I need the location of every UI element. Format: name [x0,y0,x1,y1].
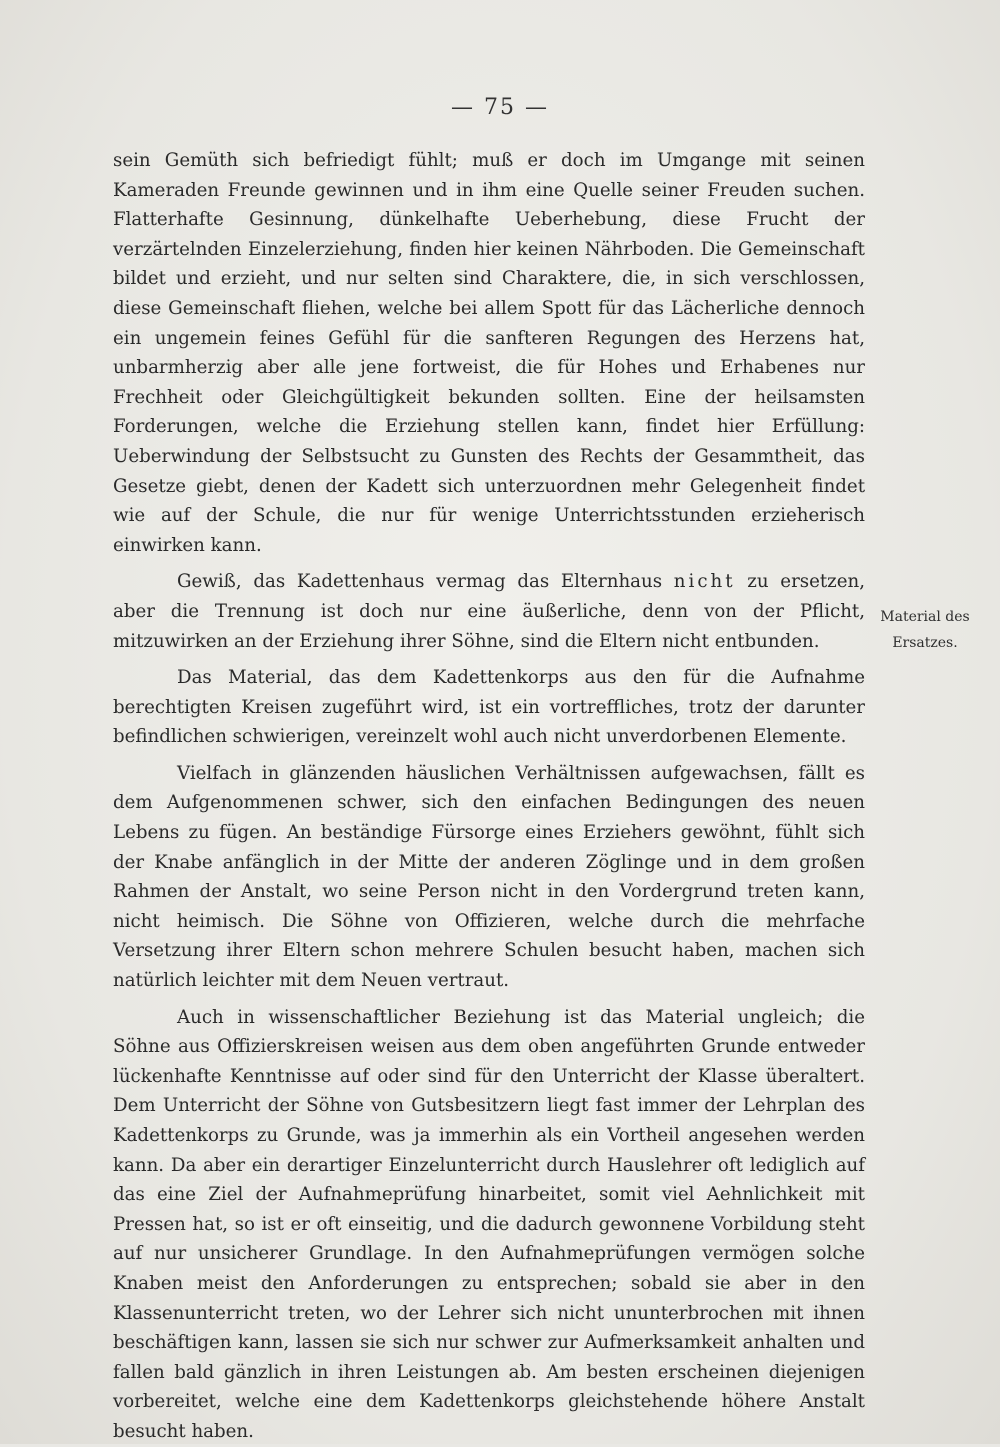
paragraph-3: Das Material, das dem Kadettenkorps aus den für die Aufnahme berechtigten Kreisen zugeführt wird, ist ein vortreffliches, trotz der darunter befindlichen schwierigen, vereinzelt wohl auch nicht unverdorbenen Elemente. [113,667,865,748]
paragraph-2-end: zu ersetzen, aber die Trennung ist doch nur eine äußerliche, denn von der Pflicht, mitzuwirken an der Erziehung ihrer Söhne, sind die Eltern nicht entbunden. [113,571,866,652]
margin-note [872,604,978,656]
margin-note-line-2: Ersatzes. [892,635,958,651]
margin-note-line-1: Material des [880,609,970,625]
emphasized-word: nicht [673,571,736,593]
page-number: — 75 — [451,95,549,120]
paragraph-2 [113,567,865,656]
paragraph-4: Vielfach in glänzenden häuslichen Verhältnissen aufgewachsen, fällt es dem Aufgenommenen schwer, sich den einfachen Bedingungen des neuen Lebens zu fügen. An beständige Fürsorge eines Erziehers gewöhnt, fühlt sich der Knabe anfänglich in der Mitte der anderen Zöglinge und in dem großen Rahmen der Anstalt, wo seine Person nicht in den Vordergrund treten kann, nicht heimisch. Die Söhne von Offizieren, welche durch die mehrfache Versetzung ihrer Eltern schon mehrere Schulen besucht haben, machen sich natürlich leichter mit dem Neuen vertraut. [113,762,865,992]
paragraph-2-start: Gewiß, das Kadettenhaus vermag das Elternhaus [177,571,674,593]
paragraph-5: Auch in wissenschaftlicher Beziehung ist das Material ungleich; die Söhne aus Offizierskreisen weisen aus dem oben angeführten Grunde entweder lückenhafte Kenntnisse auf oder sind für den Unterricht der Klasse überaltert. Dem Unterricht der Söhne von Gutsbesitzern liegt fast immer der Lehrplan des Kadettenkorps zu Grunde, was ja immerhin als ein Vortheil angesehen werden kann. Da aber ein derartiger Einzelunterricht durch Hauslehrer oft lediglich auf das eine Ziel der Aufnahmeprüfung hinarbeitet, somit viel Aehnlichkeit mit Pressen hat, so ist er oft einseitig, und die dadurch gewonnene Vorbildung steht auf nur unsicherer Grundlage. In den Aufnahmeprüfungen vermögen solche Knaben meist den Anforderungen zu entsprechen; sobald sie aber in den Klassenunterricht treten, wo der Lehrer sich nicht ununterbrochen mit ihnen beschäftigen kann, lassen sie sich nur schwer zur Aufmerksamkeit anhalten und fallen bald gänzlich in ihren Leistungen ab. Am besten erscheinen diejenigen vorbereitet, welche eine dem Kadettenkorps gleichstehende höhere Anstalt besucht haben. [113,1006,865,1442]
body-text [113,146,865,1447]
paragraph-1: sein Gemüth sich befriedigt fühlt; muß er doch im Umgange mit seinen Kameraden Freunde gewinnen und in ihm eine Quelle seiner Freuden suchen. Flatterhafte Gesinnung, dünkelhafte Ueberhebung, diese Frucht der verzärtelnden Einzelerziehung, finden hier keinen Nährboden. Die Gemeinschaft bildet und erzieht, und nur selten sind Charaktere, die, in sich verschlossen, diese Gemeinschaft fliehen, welche bei allem Spott für das Lächerliche dennoch ein ungemein feines Gefühl für die sanfteren Regungen des Herzens hat, unbarmherzig aber alle jene fortweist, die für Hohes und Erhabenes nur Frechheit oder Gleichgültigkeit bekunden sollten. Eine der heilsamsten Forderungen, welche die Erziehung stellen kann, findet hier Erfüllung: Ueberwindung der Selbstsucht zu Gunsten des Rechts der Gesammtheit, das Gesetze giebt, denen der Kadett sich unterzuordnen mehr Gelegenheit findet wie auf der Schule, die nur für wenige Unterrichtsstunden erzieherisch einwirken kann. [113,150,865,556]
